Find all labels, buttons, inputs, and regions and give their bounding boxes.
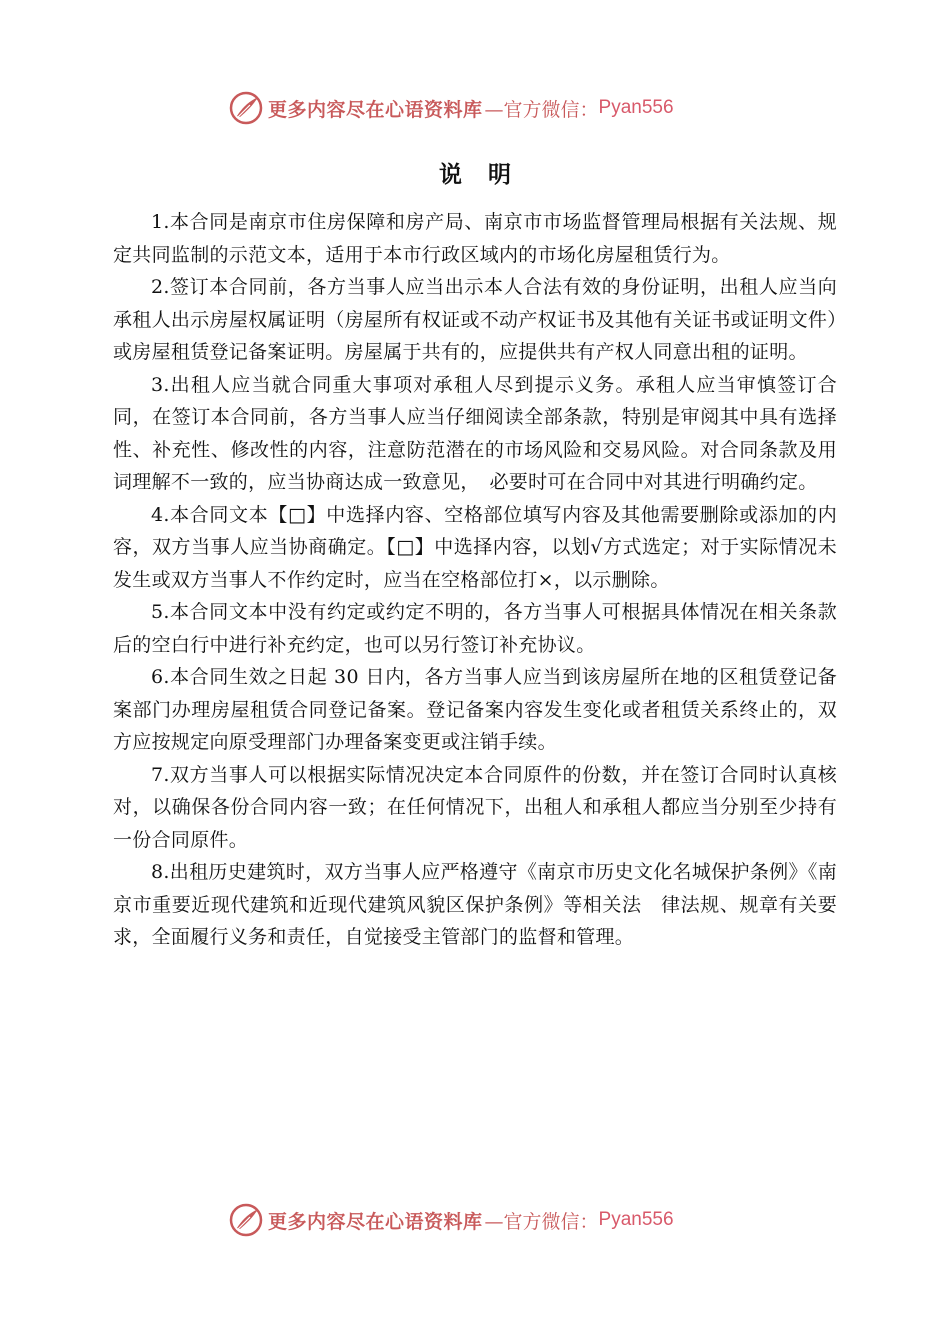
paragraph-5: 5.本合同文本中没有约定或约定不明的，各方当事人可根据具体情况在相关条款后的空白行中进行补充约定，也可以另行签订补充协议。 [113,601,837,656]
quill-logo-icon [228,90,264,126]
paragraph-7: 7.双方当事人可以根据实际情况决定本合同原件的份数，并在签订合同时认真核对，以确保各份合同内容一致；在任何情况下，出租人和承租人都应当分别至少持有一份合同原件。 [113,763,837,851]
instructions-body [113,206,837,954]
paragraph-6: 6.本合同生效之日起 30 日内，各方当事人应当到该房屋所在地的区租赁登记备案部门办理房屋租赁合同登记备案。登记备案内容发生变化或者租赁关系终止的，双方应按规定向原受理部门办理备案变更或注销手续。 [113,666,837,753]
banner-sub-text: —官方微信： [484,1210,599,1233]
banner-wechat-handle: Pyan556 [598,97,674,118]
paragraph-1: 1.本合同是南京市住房保障和房产局、南京市市场监督管理局根据有关法规、规定共同监制的示范文本，适用于本市行政区域内的市场化房屋租赁行为。 [113,211,837,266]
banner-sub-text: —官方微信： [484,98,599,121]
document-title: 说明 [439,161,537,188]
paragraph-4: 4.本合同文本【□】中选择内容、空格部位填写内容及其他需要删除或添加的内容，双方当事人应当协商确定。【□】中选择内容，以划√方式选定；对于实际情况未发生或双方当事人不作约定时，应当在空格部位打×，以示删除。 [113,503,837,591]
header-watermark-banner [228,90,674,126]
banner-main-text: 更多内容尽在心语资料库 [268,1210,483,1233]
paragraph-8: 8.出租历史建筑时，双方当事人应严格遵守《南京市历史文化名城保护条例》《南京市重要近现代建筑和近现代建筑风貌区保护条例》等相关法 律法规、规章有关要求，全面履行义务和责任，自觉接受主管部门的监督和管理。 [113,861,837,948]
footer-watermark-banner [228,1202,674,1238]
banner-main-text: 更多内容尽在心语资料库 [268,98,483,121]
banner-wechat-handle: Pyan556 [598,1209,674,1230]
paragraph-3: 3.出租人应当就合同重大事项对承租人尽到提示义务。承租人应当审慎签订合同，在签订本合同前，各方当事人应当仔细阅读全部条款，特别是审阅其中具有选择性、补充性、修改性的内容，注意防范潜在的市场风险和交易风险。对合同条款及用词理解不一致的，应当协商达成一致意见， 必要时可在合同中对其进行明确约定。 [113,373,837,493]
quill-logo-icon [228,1202,264,1238]
paragraph-2: 2.签订本合同前，各方当事人应当出示本人合法有效的身份证明，出租人应当向承租人出示房屋权属证明（房屋所有权证或不动产权证书及其他有关证书或证明文件）或房屋租赁登记备案证明。房屋属于共有的，应提供共有产权人同意出租的证明。 [113,276,837,363]
